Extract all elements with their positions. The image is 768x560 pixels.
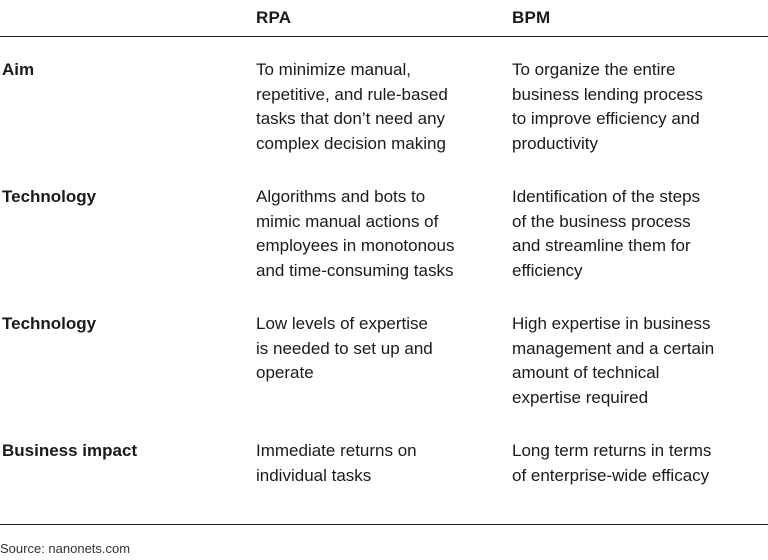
cell-line: and time-consuming tasks bbox=[256, 260, 454, 280]
cell-line: to improve efficiency and bbox=[512, 109, 700, 128]
bpm-cell bbox=[512, 185, 762, 283]
cell-line: amount of technical bbox=[512, 363, 660, 382]
source-caption: Source: nanonets.com bbox=[0, 541, 131, 556]
rpa-cell bbox=[256, 312, 496, 386]
cell-line: To organize the entire bbox=[512, 60, 676, 79]
column-header-rpa: RPA bbox=[256, 8, 292, 27]
bpm-cell bbox=[512, 58, 762, 156]
cell-line: Identification of the steps bbox=[512, 187, 701, 206]
row-label: Business impact bbox=[2, 441, 138, 460]
cell-line: management and a certain bbox=[512, 338, 715, 358]
cell-line: individual tasks bbox=[256, 465, 372, 485]
bpm-cell bbox=[512, 439, 762, 488]
cell-line: repetitive, and rule-based bbox=[256, 84, 448, 104]
cell-line: Low levels of expertise bbox=[256, 314, 428, 333]
cell-line: of enterprise-wide efficacy bbox=[512, 465, 710, 485]
cell-line: mimic manual actions of bbox=[256, 211, 439, 231]
cell-line: expertise required bbox=[512, 387, 649, 407]
row-label: Aim bbox=[2, 60, 35, 79]
cell-line: Long term returns in terms bbox=[512, 441, 712, 460]
table-bottom-divider bbox=[0, 524, 768, 525]
bpm-cell bbox=[512, 312, 762, 410]
cell-line: business lending process bbox=[512, 84, 703, 104]
cell-line: To minimize manual, bbox=[256, 60, 411, 79]
cell-line: and streamline them for bbox=[512, 236, 691, 255]
rpa-cell bbox=[256, 58, 496, 156]
cell-line: efficiency bbox=[512, 260, 583, 280]
rpa-cell bbox=[256, 439, 496, 488]
cell-line: of the business process bbox=[512, 211, 691, 231]
cell-line: operate bbox=[256, 363, 314, 382]
cell-line: productivity bbox=[512, 133, 598, 153]
row-label: Technology bbox=[2, 314, 97, 333]
cell-line: tasks that don’t need any bbox=[256, 109, 446, 128]
table-header-row bbox=[0, 0, 768, 37]
cell-line: complex decision making bbox=[256, 133, 446, 153]
cell-line: High expertise in business bbox=[512, 314, 711, 333]
cell-line: is needed to set up and bbox=[256, 338, 433, 358]
cell-line: Algorithms and bots to bbox=[256, 187, 426, 206]
column-header-bpm: BPM bbox=[512, 8, 551, 27]
row-label: Technology bbox=[2, 187, 97, 206]
rpa-cell bbox=[256, 185, 496, 283]
cell-line: Immediate returns on bbox=[256, 441, 417, 460]
cell-line: employees in monotonous bbox=[256, 236, 455, 255]
